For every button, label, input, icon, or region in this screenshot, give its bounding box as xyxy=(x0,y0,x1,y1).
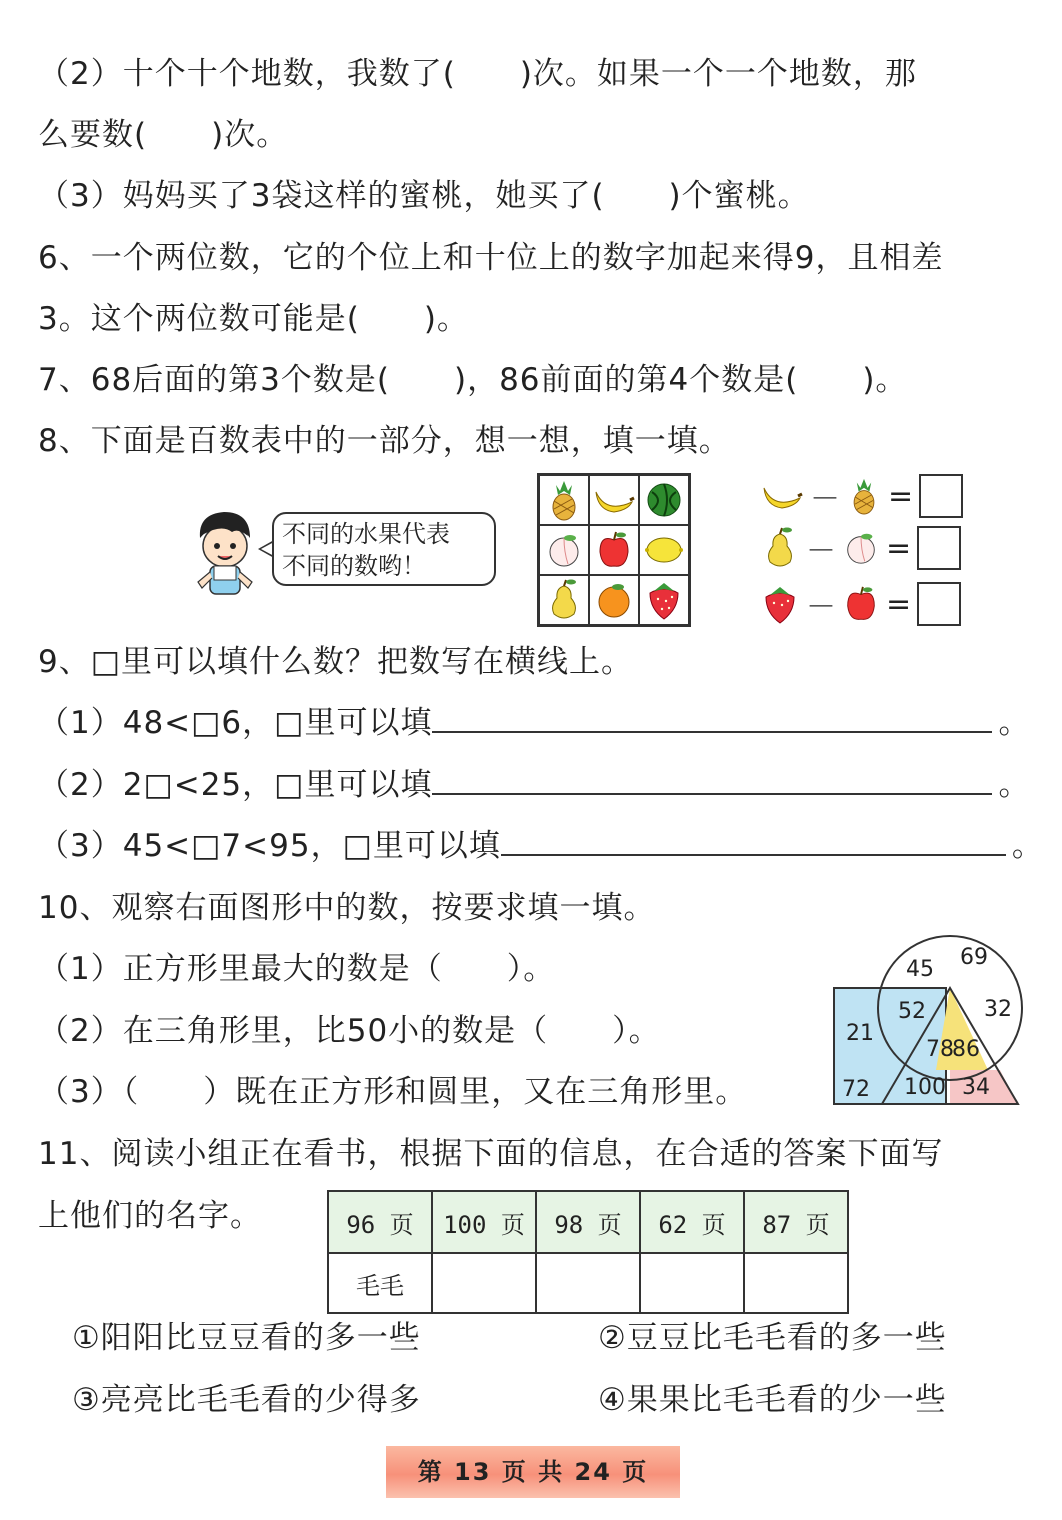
num-45: 45 xyxy=(906,957,934,982)
fruit-equation-3 xyxy=(760,580,961,628)
q11-clue4: ④果果比毛毛看的少一些 xyxy=(598,1382,947,1418)
lemon-icon xyxy=(643,532,685,568)
page-cell: 96 页 xyxy=(328,1191,432,1253)
q5-part3: （3）妈妈买了3袋这样的蜜桃，她买了( )个蜜桃。 xyxy=(38,178,810,214)
answer-line[interactable] xyxy=(501,826,1006,856)
bubble-line2: 不同的数哟！ xyxy=(282,552,426,580)
num-52: 52 xyxy=(898,999,926,1024)
orange-icon xyxy=(594,580,634,620)
q10-part1: （1）正方形里最大的数是（ ）。 xyxy=(38,951,556,987)
page-cell: 62 页 xyxy=(640,1191,744,1253)
num-72: 72 xyxy=(842,1077,870,1102)
q9-part1: （1）48<□6，□里可以填 。 xyxy=(38,705,1031,741)
strawberry-icon xyxy=(760,583,800,625)
apple-icon xyxy=(594,530,634,570)
answer-line[interactable] xyxy=(432,703,992,733)
num-86: 86 xyxy=(952,1037,980,1062)
q6-line1: 6、一个两位数，它的个位上和十位上的数字加起来得9，且相差 xyxy=(38,240,944,276)
q9-title: 9、□里可以填什么数？把数写在横线上。 xyxy=(38,644,634,680)
page-cell: 100 页 xyxy=(432,1191,536,1253)
num-69: 69 xyxy=(960,945,988,970)
equals-sign: = xyxy=(886,530,912,566)
q9-part3: （3）45<□7<95，□里可以填 。 xyxy=(38,828,1044,864)
peach-icon xyxy=(842,529,880,567)
name-cell[interactable]: 毛毛 xyxy=(328,1253,432,1313)
q9-part2: （2）2□<25，□里可以填 。 xyxy=(38,767,1031,803)
strawberry-icon xyxy=(644,579,684,621)
pages-table xyxy=(327,1190,849,1314)
name-cell[interactable] xyxy=(744,1253,848,1313)
num-32: 32 xyxy=(984,997,1012,1022)
table-row xyxy=(328,1191,848,1253)
peach-icon xyxy=(544,530,584,570)
num-34: 34 xyxy=(962,1075,990,1100)
q11-clue1: ①阳阳比豆豆看的多一些 xyxy=(72,1320,421,1356)
answer-box[interactable] xyxy=(919,474,963,518)
minus-sign: － xyxy=(810,482,840,517)
shapes-diagram xyxy=(828,918,1024,1110)
apple-icon xyxy=(842,585,880,623)
q11-title-line2: 上他们的名字。 xyxy=(38,1198,262,1234)
q10-part3: （3）（ ）既在正方形和圆里，又在三角形里。 xyxy=(38,1074,748,1110)
q11-title-line1: 11、阅读小组正在看书，根据下面的信息，在合适的答案下面写 xyxy=(38,1136,944,1172)
answer-line[interactable] xyxy=(432,765,992,795)
equals-sign: = xyxy=(888,478,914,514)
fruit-grid xyxy=(537,473,691,627)
q6-line2: 3。这个两位数可能是( )。 xyxy=(38,301,469,337)
name-cell[interactable] xyxy=(432,1253,536,1313)
name-cell[interactable] xyxy=(640,1253,744,1313)
minus-sign: － xyxy=(806,590,836,625)
q10-title: 10、观察右面图形中的数，按要求填一填。 xyxy=(38,890,656,926)
num-100: 100 xyxy=(904,1075,946,1100)
page-cell: 87 页 xyxy=(744,1191,848,1253)
name-cell[interactable] xyxy=(536,1253,640,1313)
q5-part2-line2: 么要数( )次。 xyxy=(38,117,289,153)
bubble-line1: 不同的水果代表 xyxy=(282,520,450,548)
q8-title: 8、下面是百数表中的一部分，想一想，填一填。 xyxy=(38,423,731,459)
banana-icon xyxy=(592,482,636,518)
q5-part2-line1: （2）十个十个地数，我数了( )次。如果一个一个地数，那 xyxy=(38,56,917,92)
fruit-equation-2 xyxy=(760,524,961,572)
banana-icon xyxy=(760,478,804,514)
pear-icon xyxy=(544,578,584,622)
q10-part2: （2）在三角形里，比50小的数是（ ）。 xyxy=(38,1013,661,1049)
pear-icon xyxy=(760,526,800,570)
num-21: 21 xyxy=(846,1021,874,1046)
page-cell: 98 页 xyxy=(536,1191,640,1253)
speech-bubble xyxy=(272,512,496,586)
boy-icon xyxy=(192,508,258,600)
minus-sign: － xyxy=(806,534,836,569)
fruit-equation-1 xyxy=(760,472,963,520)
table-row xyxy=(328,1253,848,1313)
equals-sign: = xyxy=(886,586,912,622)
watermelon-icon xyxy=(644,480,684,520)
num-78: 78 xyxy=(926,1037,954,1062)
q7-text: 7、68后面的第3个数是( )，86前面的第4个数是( )。 xyxy=(38,362,908,398)
page-number-footer: 第 13 页 共 24 页 xyxy=(386,1446,680,1498)
answer-box[interactable] xyxy=(917,526,961,570)
answer-box[interactable] xyxy=(917,582,961,626)
pineapple-icon xyxy=(846,475,882,517)
q11-clue2: ②豆豆比毛毛看的多一些 xyxy=(598,1320,947,1356)
pineapple-icon xyxy=(544,479,584,521)
q11-clue3: ③亮亮比毛毛看的少得多 xyxy=(72,1382,421,1418)
